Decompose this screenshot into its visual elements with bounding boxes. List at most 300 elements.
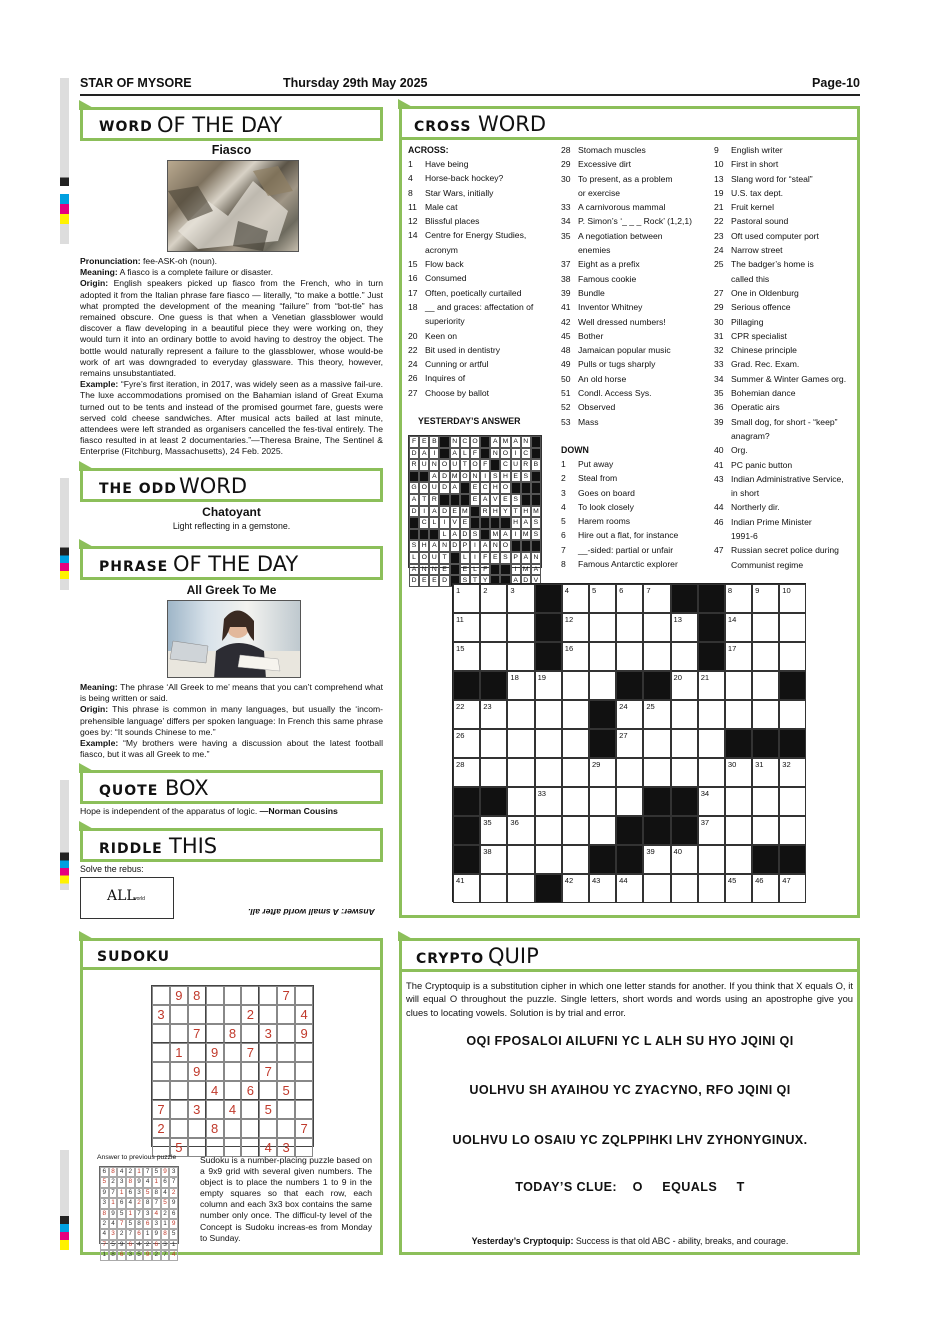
answer-cell: N [419, 564, 429, 576]
sudoku-cell[interactable]: 7 [188, 1024, 206, 1043]
clue-number: 34 [700, 789, 710, 798]
page-header [80, 74, 860, 96]
answer-cell: D [409, 448, 419, 460]
sudoku-cell[interactable] [224, 986, 242, 1005]
black-square [453, 671, 480, 700]
clue-number: 47 [782, 876, 791, 885]
crossword-cell[interactable] [752, 584, 779, 613]
clue-number: 3 [510, 586, 515, 595]
clue-number: 24 [619, 702, 628, 711]
previous-answer-grid [99, 1166, 179, 1259]
sudoku-cell[interactable] [206, 1100, 224, 1119]
crossword-cell[interactable] [752, 700, 779, 729]
answer-cell: H [500, 471, 510, 483]
sudoku-cell[interactable] [277, 1005, 295, 1024]
crossword-cell[interactable] [698, 729, 725, 758]
crossword-cell[interactable] [453, 874, 480, 903]
crossword-cell[interactable] [535, 671, 562, 700]
sudoku-cell[interactable] [241, 1024, 259, 1043]
phrase-body: Meaning: The phrase ‘All Greek to me’ means that you can’t comprehend what is being written or said. Origin: This phrase is common in many languages, but usually the ‘incom-prehensible language’ differs per spoken language: In French this same phrase goes by: “It sounds Chinese to me.” Example: “My brothers were having a discussion about the latest football fiasco, but it was all Greek to me.” [80, 682, 383, 760]
previous-answer-cell: 3 [169, 1167, 178, 1177]
crossword-cell[interactable] [562, 758, 589, 787]
sudoku-cell[interactable] [259, 986, 277, 1005]
crossword-cell[interactable] [643, 613, 670, 642]
previous-answer-cell: 3 [109, 1229, 118, 1239]
sudoku-cell[interactable]: 8 [206, 1119, 224, 1138]
crossword-cell[interactable] [507, 787, 534, 816]
black-square [535, 584, 562, 613]
sudoku-cell[interactable] [224, 1005, 242, 1024]
down-clue: 21 Fruit kernel [714, 202, 774, 213]
sudoku-cell[interactable] [170, 1119, 188, 1138]
sudoku-cell[interactable]: 6 [241, 1081, 259, 1100]
sudoku-cell[interactable]: 7 [277, 986, 295, 1005]
cryptoquip-line-3: UOLHVU LO OSAIU YC ZQLPPIHKI LHV ZYHONYGINUX. [452, 1133, 808, 1147]
crossword-cell[interactable] [752, 642, 779, 671]
crossword-cell[interactable] [480, 642, 507, 671]
answer-cell: A [511, 436, 521, 448]
sudoku-cell[interactable] [277, 1043, 295, 1062]
sudoku-cell[interactable] [241, 1119, 259, 1138]
sudoku-cell[interactable] [295, 1062, 313, 1081]
crossword-cell[interactable] [507, 758, 534, 787]
sudoku-cell[interactable] [152, 1081, 170, 1100]
previous-answer-cell: 6 [117, 1198, 126, 1208]
answer-cell: C [521, 448, 531, 460]
across-clue: 41 Inventor Whitney [561, 302, 643, 313]
crossword-cell[interactable] [535, 700, 562, 729]
crossword-cell[interactable] [562, 787, 589, 816]
answer-cell: O [439, 459, 449, 471]
crossword-cell[interactable] [562, 816, 589, 845]
crossword-cell[interactable] [779, 816, 806, 845]
crossword-cell[interactable] [698, 758, 725, 787]
crossword-cell[interactable] [671, 700, 698, 729]
previous-answer-cell: 7 [152, 1198, 161, 1208]
sudoku-cell[interactable] [277, 1024, 295, 1043]
answer-cell: U [429, 482, 439, 494]
crossword-cell[interactable] [752, 816, 779, 845]
crossword-cell[interactable] [589, 671, 616, 700]
crossword-cell[interactable] [671, 642, 698, 671]
crossword-cell[interactable] [589, 584, 616, 613]
black-square [535, 642, 562, 671]
sudoku-cell[interactable] [206, 1024, 224, 1043]
crossword-cell[interactable] [752, 874, 779, 903]
sudoku-cell[interactable] [206, 986, 224, 1005]
sudoku-cell[interactable] [259, 1119, 277, 1138]
answer-cell: R [409, 459, 419, 471]
across-clue: 12 Blissful places [408, 216, 480, 227]
sudoku-cell[interactable]: 9 [295, 1024, 313, 1043]
crossword-cell[interactable] [779, 584, 806, 613]
answer-cell: D [439, 482, 449, 494]
crossword-cell[interactable] [589, 787, 616, 816]
crossword-cell[interactable] [779, 613, 806, 642]
clue-number: 9 [755, 586, 760, 595]
sudoku-title: SUDOKU [80, 938, 383, 970]
previous-answer-cell: 9 [152, 1229, 161, 1239]
answer-black-square [490, 517, 500, 529]
previous-answer-cell: 5 [143, 1188, 152, 1198]
crossword-cell[interactable] [643, 584, 670, 613]
previous-answer-cell: 7 [100, 1240, 109, 1250]
crossword-cell[interactable] [589, 613, 616, 642]
sudoku-cell[interactable] [241, 1100, 259, 1119]
crossword-cell[interactable] [725, 642, 752, 671]
crossword-cell[interactable] [643, 700, 670, 729]
crossword-cell[interactable] [671, 845, 698, 874]
previous-answer-cell: 5 [135, 1250, 144, 1260]
sudoku-cell[interactable] [224, 1043, 242, 1062]
crossword-cell[interactable] [616, 642, 643, 671]
previous-answer-cell: 3 [135, 1188, 144, 1198]
sudoku-cell[interactable]: 4 [224, 1100, 242, 1119]
sudoku-cell[interactable] [295, 1043, 313, 1062]
sudoku-cell[interactable]: 1 [170, 1043, 188, 1062]
crossword-cell[interactable] [589, 758, 616, 787]
black-square [535, 613, 562, 642]
crossword-cell[interactable] [779, 758, 806, 787]
crossword-cell[interactable] [643, 642, 670, 671]
crossword-cell[interactable] [562, 642, 589, 671]
crossword-cell[interactable] [643, 758, 670, 787]
sudoku-cell[interactable] [152, 1043, 170, 1062]
answer-cell: D [450, 540, 460, 552]
crossword-cell[interactable] [589, 874, 616, 903]
across-clue: 27 Choose by ballot [408, 387, 490, 398]
sudoku-cell[interactable] [170, 1100, 188, 1119]
sudoku-cell[interactable] [295, 1100, 313, 1119]
crossword-cell[interactable] [589, 642, 616, 671]
previous-answer-cell: 2 [109, 1177, 118, 1187]
crossword-cell[interactable] [698, 816, 725, 845]
sudoku-cell[interactable] [170, 1062, 188, 1081]
crossword-cell[interactable] [507, 816, 534, 845]
sudoku-cell[interactable] [259, 1043, 277, 1062]
answer-cell: B [429, 436, 439, 448]
down-clue: 3 Goes on board [561, 487, 635, 498]
black-square [643, 816, 670, 845]
crossword-cell[interactable] [480, 613, 507, 642]
sudoku-cell[interactable]: 2 [152, 1119, 170, 1138]
answer-cell: M [490, 529, 500, 541]
answer-black-square [480, 448, 490, 460]
crossword-cell[interactable] [671, 613, 698, 642]
previous-answer-cell: 5 [169, 1229, 178, 1239]
odd-word-title: THE ODD WORD [80, 468, 383, 502]
cryptoquip-line-1: OQI FPOSALOI AILUFNI YC L ALH SU HYO JQINI QI [466, 1034, 794, 1048]
crossword-cell[interactable] [725, 671, 752, 700]
sudoku-cell[interactable]: 4 [295, 1005, 313, 1024]
crossword-grid[interactable] [452, 583, 806, 902]
sudoku-cell[interactable] [277, 1062, 295, 1081]
sudoku-cell[interactable] [277, 1100, 295, 1119]
sudoku-cell[interactable]: 8 [188, 986, 206, 1005]
clue-number: 16 [564, 644, 574, 653]
crossword-cell[interactable] [616, 758, 643, 787]
crossword-cell[interactable] [779, 874, 806, 903]
riddle-prompt: Solve the rebus: [80, 864, 144, 874]
down-clue: 10 First in short [714, 159, 779, 170]
crossword-cell[interactable] [616, 584, 643, 613]
sudoku-cell[interactable] [241, 986, 259, 1005]
crossword-cell[interactable] [752, 671, 779, 700]
sudoku-cell[interactable]: 7 [241, 1043, 259, 1062]
answer-cell: U [511, 459, 521, 471]
answer-cell: A [409, 564, 419, 576]
newspaper-name: STAR OF MYSORE [80, 76, 192, 90]
page-number: Page-10 [812, 76, 860, 90]
crossword-cell[interactable] [725, 874, 752, 903]
clue-number: 31 [755, 760, 764, 769]
crossword-cell[interactable] [698, 845, 725, 874]
crossword-cell[interactable] [725, 758, 752, 787]
sudoku-cell[interactable]: 4 [259, 1138, 277, 1157]
previous-answer-cell: 7 [143, 1167, 152, 1177]
answer-black-square [521, 482, 531, 494]
sudoku-cell[interactable] [152, 1024, 170, 1043]
crossword-cell[interactable] [453, 700, 480, 729]
sudoku-cell[interactable]: 7 [259, 1062, 277, 1081]
black-square [779, 845, 806, 874]
crossword-cell[interactable] [535, 787, 562, 816]
crossword-cell[interactable] [453, 642, 480, 671]
sudoku-cell[interactable] [188, 1005, 206, 1024]
crossword-cell[interactable] [643, 729, 670, 758]
answer-cell: M [460, 506, 470, 518]
crossword-cell[interactable] [507, 700, 534, 729]
crossword-cell[interactable] [562, 584, 589, 613]
crossword-cell[interactable] [453, 729, 480, 758]
crossword-cell[interactable] [671, 671, 698, 700]
previous-answer-cell: 9 [117, 1240, 126, 1250]
crossword-cell[interactable] [562, 613, 589, 642]
crossword-cell[interactable] [562, 671, 589, 700]
sudoku-cell[interactable]: 5 [170, 1138, 188, 1157]
answer-cell: D [409, 575, 419, 587]
across-clue: 34 P. Simon’s ‘_ _ _ Rock’ (1,2,1) [561, 216, 693, 227]
crossword-cell[interactable] [507, 845, 534, 874]
crossword-cell[interactable] [616, 729, 643, 758]
sudoku-cell[interactable]: 7 [152, 1100, 170, 1119]
down-clues-col2 [561, 457, 678, 571]
crossword-cell[interactable] [698, 787, 725, 816]
crossword-cell[interactable] [725, 845, 752, 874]
sudoku-cell[interactable] [259, 1005, 277, 1024]
answer-black-square [409, 517, 419, 529]
crossword-cell[interactable] [507, 613, 534, 642]
sudoku-cell[interactable]: 5 [277, 1081, 295, 1100]
sudoku-cell[interactable] [170, 1024, 188, 1043]
crossword-cell[interactable] [562, 845, 589, 874]
previous-answer-cell: 2 [126, 1167, 135, 1177]
across-clue: enemies [578, 245, 611, 256]
clue-number: 44 [619, 876, 628, 885]
answer-cell: E [450, 506, 460, 518]
crossword-cell[interactable] [480, 700, 507, 729]
sudoku-grid[interactable] [151, 985, 314, 1155]
crossword-cell[interactable] [507, 874, 534, 903]
crossword-cell[interactable] [725, 613, 752, 642]
black-square [453, 845, 480, 874]
sudoku-cell[interactable]: 2 [241, 1005, 259, 1024]
crossword-cell[interactable] [779, 642, 806, 671]
sudoku-cell[interactable] [170, 1005, 188, 1024]
sudoku-cell[interactable] [224, 1081, 242, 1100]
answer-cell: O [500, 540, 510, 552]
crossword-cell[interactable] [752, 787, 779, 816]
sudoku-cell[interactable] [206, 1005, 224, 1024]
crossword-cell[interactable] [671, 874, 698, 903]
crossword-cell[interactable] [779, 787, 806, 816]
answer-cell: A [521, 552, 531, 564]
crossword-cell[interactable] [616, 700, 643, 729]
sudoku-cell[interactable]: 3 [188, 1100, 206, 1119]
sudoku-cell[interactable] [170, 1081, 188, 1100]
crossword-cell[interactable] [616, 874, 643, 903]
sudoku-cell[interactable]: 3 [259, 1024, 277, 1043]
answer-cell: C [500, 459, 510, 471]
crossword-cell[interactable] [643, 845, 670, 874]
previous-answer-cell: 5 [152, 1167, 161, 1177]
crossword-cell[interactable] [589, 816, 616, 845]
crossword-cell[interactable] [507, 671, 534, 700]
sudoku-cell[interactable]: 3 [152, 1005, 170, 1024]
crossword-cell[interactable] [480, 584, 507, 613]
clue-number: 41 [456, 876, 465, 885]
crossword-cell[interactable] [480, 874, 507, 903]
crossword-cell[interactable] [562, 729, 589, 758]
answer-black-square [419, 529, 429, 541]
sudoku-cell[interactable]: 3 [277, 1138, 295, 1157]
sudoku-cell[interactable]: 4 [206, 1081, 224, 1100]
crossword-cell[interactable] [507, 642, 534, 671]
cryptoquip-title: CRYPTO QUIP [399, 938, 860, 972]
todays-clue: TODAY’S CLUE: O EQUALS T [515, 1180, 745, 1194]
crossword-cell[interactable] [752, 758, 779, 787]
sudoku-cell[interactable] [152, 986, 170, 1005]
crossword-cell[interactable] [725, 700, 752, 729]
registration-strip-4 [60, 1150, 69, 1250]
crossword-cell[interactable] [779, 700, 806, 729]
answer-cell: N [429, 459, 439, 471]
answer-cell: U [450, 459, 460, 471]
sudoku-cell[interactable] [277, 1119, 295, 1138]
answer-cell: I [511, 564, 521, 576]
confused-woman-photo [167, 600, 301, 678]
sudoku-cell[interactable]: 9 [188, 1062, 206, 1081]
crossword-cell[interactable] [535, 816, 562, 845]
sudoku-cell[interactable] [188, 1119, 206, 1138]
across-clue: 14 Centre for Energy Studies, [408, 230, 527, 241]
crossword-cell[interactable] [725, 584, 752, 613]
crossword-cell[interactable] [507, 584, 534, 613]
crossword-cell[interactable] [480, 845, 507, 874]
crossword-cell[interactable] [698, 671, 725, 700]
answer-cell: A [531, 564, 541, 576]
answer-cell: L [460, 552, 470, 564]
crossword-cell[interactable] [752, 613, 779, 642]
down-clue: 39 Small dog, for short - “keep” [714, 416, 838, 427]
rebus-box: ALL world [80, 877, 174, 919]
sudoku-cell[interactable] [188, 1081, 206, 1100]
crossword-cell[interactable] [535, 845, 562, 874]
sudoku-cell[interactable] [241, 1062, 259, 1081]
previous-answer-cell: 7 [109, 1188, 118, 1198]
crossword-cell[interactable] [507, 729, 534, 758]
sudoku-cell[interactable]: 5 [259, 1100, 277, 1119]
previous-answer-cell: 2 [135, 1198, 144, 1208]
crossword-cell[interactable] [480, 729, 507, 758]
crossword-cell[interactable] [616, 613, 643, 642]
sudoku-cell[interactable]: 8 [224, 1024, 242, 1043]
across-clue: 24 Cunning or artful [408, 359, 489, 370]
answer-cell: I [419, 506, 429, 518]
across-clue: 49 Pulls or tugs sharply [561, 359, 656, 370]
crossword-cell[interactable] [453, 584, 480, 613]
clue-number: 30 [727, 760, 737, 769]
clue-number: 26 [456, 731, 465, 740]
crossword-cell[interactable] [562, 874, 589, 903]
sudoku-cell[interactable] [152, 1062, 170, 1081]
previous-answer-cell: 1 [109, 1198, 118, 1208]
sudoku-cell[interactable] [259, 1081, 277, 1100]
clue-number: 12 [564, 615, 574, 624]
sudoku-cell[interactable]: 9 [170, 986, 188, 1005]
crossword-cell[interactable] [698, 874, 725, 903]
crossword-cell[interactable] [616, 787, 643, 816]
answer-cell: P [511, 552, 521, 564]
answer-black-square [450, 494, 460, 506]
crossword-cell[interactable] [535, 729, 562, 758]
sudoku-cell[interactable] [295, 986, 313, 1005]
black-square [671, 584, 698, 613]
sudoku-cell[interactable] [295, 1081, 313, 1100]
sudoku-cell[interactable] [224, 1119, 242, 1138]
crossword-cell[interactable] [480, 758, 507, 787]
black-square [643, 671, 670, 700]
crossword-cell[interactable] [453, 758, 480, 787]
crossword-cell[interactable] [562, 700, 589, 729]
cryptoquip-intro: The Cryptoquip is a substitution cipher in which one letter stands for another. If you think that X equals O, it will equal O throughout the puzzle. Single letters, short words and words using an apostrophe give you clues to locating vowels. Solution is by trial and error. [406, 980, 853, 1018]
sudoku-cell[interactable] [188, 1043, 206, 1062]
sudoku-cell[interactable]: 9 [206, 1043, 224, 1062]
crossword-cell[interactable] [453, 613, 480, 642]
crossword-cell[interactable] [671, 729, 698, 758]
sudoku-cell[interactable]: 7 [295, 1119, 313, 1138]
down-clue: 36 Operatic airs [714, 402, 780, 413]
down-clue: 46 Indian Prime Minister [714, 516, 812, 527]
issue-date: Thursday 29th May 2025 [283, 76, 428, 90]
crossword-cell[interactable] [671, 758, 698, 787]
word-of-day-word: Fiasco [211, 143, 252, 157]
crossword-cell[interactable] [725, 816, 752, 845]
previous-answer-cell: 2 [100, 1219, 109, 1229]
crossword-cell[interactable] [480, 816, 507, 845]
clue-number: 29 [591, 760, 601, 769]
crossword-cell[interactable] [535, 758, 562, 787]
answer-cell: N [450, 436, 460, 448]
crossword-cell[interactable] [698, 700, 725, 729]
odd-word-meaning: Light reflecting in a gemstone. [172, 521, 291, 531]
sudoku-cell[interactable] [206, 1062, 224, 1081]
crossword-cell[interactable] [643, 874, 670, 903]
sudoku-cell[interactable] [224, 1062, 242, 1081]
across-clue: 51 Condl. Access Sys. [561, 388, 652, 399]
clue-number: 7 [646, 586, 651, 595]
crossword-cell[interactable] [725, 787, 752, 816]
